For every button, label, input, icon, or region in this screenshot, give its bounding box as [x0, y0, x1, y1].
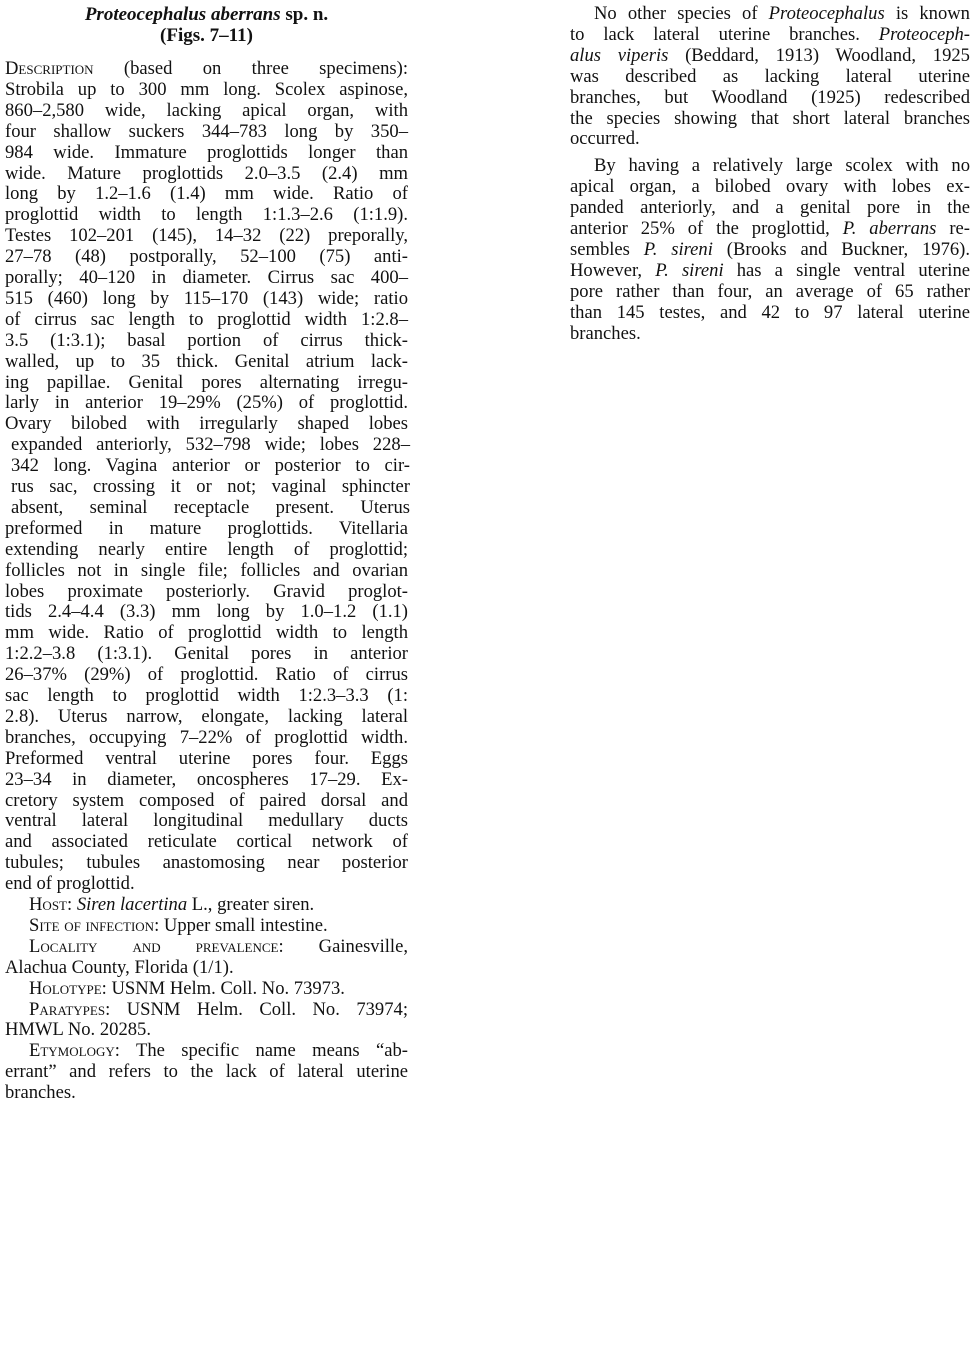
text-line: [5, 518, 408, 539]
text-line: [29, 894, 408, 915]
text-run: anterior 25% of the proglottid,: [570, 218, 843, 239]
text-run: and associated reticulate cortical network of: [5, 831, 408, 853]
text-line: [5, 372, 408, 393]
text-run: of cirrus sac length to proglottid width 1:2.8–: [5, 308, 408, 330]
text-run: ventral lateral longitudinal medullary ducts: [5, 810, 408, 832]
section-label: Holotype:: [29, 977, 107, 999]
text-run: ing papillae. Genital pores alternating irregu-: [5, 371, 408, 393]
text-run: branches.: [570, 322, 641, 344]
text-line: [29, 936, 408, 957]
text-line: [5, 873, 408, 894]
text-line: [11, 497, 410, 518]
text-run: 984 wide. Immature proglottids longer than: [5, 141, 408, 163]
text-line: [11, 455, 410, 476]
text-line: [570, 197, 970, 218]
text-run: cretory system composed of paired dorsal and: [5, 789, 408, 811]
text-run: The specific name means “ab-: [119, 1040, 408, 1062]
text-line: [5, 142, 408, 163]
text-run: 1:2.2–3.8 (1:3.1). Genital pores in anterior: [5, 643, 408, 665]
text-run: branches, but Woodland (1925) redescribed: [570, 86, 970, 108]
text-run: branches.: [5, 1082, 76, 1104]
text-line: [5, 288, 408, 309]
text-run: 515 (460) long by 115–170 (143) wide; ratio: [5, 287, 408, 309]
text-run: larly in anterior 19–29% (25%) of proglottid.: [5, 392, 408, 414]
text-run: Preformed ventral uterine pores four. Eggs: [5, 747, 408, 769]
text-run: Alachua County, Florida (1/1).: [5, 956, 234, 978]
text-line: [5, 1019, 408, 1040]
text-run: tids 2.4–4.4 (3.3) mm long by 1.0–1.2 (1.1): [5, 601, 408, 623]
text-line: [5, 539, 408, 560]
text-run: mm wide. Ratio of proglottid width to length: [5, 622, 408, 644]
section-label: Paratypes:: [29, 998, 111, 1020]
text-run: has a single ventral uterine: [723, 259, 971, 281]
text-run: Strobila up to 300 mm long. Scolex aspinose,: [5, 78, 408, 100]
text-run: the species showing that short lateral branches: [570, 107, 970, 129]
text-run: (based on three specimens):: [93, 58, 408, 79]
text-run: panded anteriorly, and a genital pore in the: [570, 197, 970, 219]
text-line: [5, 810, 408, 831]
text-line: [570, 176, 970, 197]
text-run: However,: [570, 259, 656, 281]
text-run: four shallow suckers 344–783 long by 350–: [5, 120, 408, 142]
text-line: [5, 622, 408, 643]
text-run: sembles: [570, 238, 644, 260]
text-run: pore rather than four, an average of 65 rather: [570, 280, 970, 302]
text-run: than 145 testes, and 42 to 97 lateral uterine: [570, 301, 970, 323]
text-run: sac length to proglottid width 1:2.3–3.3 (1:: [5, 685, 408, 706]
text-line: [5, 246, 408, 267]
text-line: [5, 706, 408, 727]
text-run: L., greater siren.: [187, 894, 315, 915]
text-run: follicles not in single file; follicles and ovarian: [5, 559, 408, 581]
text-run: 2.8). Uterus narrow, elongate, lacking lateral: [5, 705, 408, 727]
text-run: 860–2,580 wide, lacking apical organ, with: [5, 99, 408, 121]
italic-text: P. aberrans: [842, 218, 937, 239]
text-line: [5, 121, 408, 142]
text-run: rus sac, crossing it or not; vaginal sphincter: [11, 476, 410, 497]
text-run: porally; 40–120 in diameter. Cirrus sac 400–: [5, 267, 408, 288]
text-line: [5, 831, 408, 852]
text-line: [5, 852, 408, 873]
text-run: to lack lateral uterine branches.: [570, 23, 879, 45]
section-label: Etymology:: [29, 1040, 120, 1062]
text-line: [570, 108, 970, 129]
text-run: tubules; tubules anastomosing near posterior: [5, 852, 408, 874]
text-run: was described as lacking lateral uterine: [570, 65, 970, 87]
section-label: Site of infection:: [29, 914, 160, 936]
text-line: [5, 1082, 408, 1103]
italic-text: Proteocephalus: [768, 3, 885, 24]
section-label: Locality and prevalence:: [29, 935, 284, 957]
text-run: is known: [884, 3, 970, 24]
text-line: [5, 643, 408, 664]
section-label: Description: [5, 58, 94, 79]
text-line: [29, 915, 408, 936]
text-line: [570, 239, 970, 260]
text-line: [29, 999, 408, 1020]
text-run: USNM Helm. Coll. No. 73973.: [106, 977, 345, 999]
text-line: [5, 392, 408, 413]
italic-text: Proteocephalus aberrans: [84, 4, 281, 25]
text-run: extending nearly entire length of proglottid;: [5, 538, 408, 560]
italic-text: Siren lacertina: [76, 894, 188, 915]
section-label: Host:: [29, 894, 73, 915]
text-run: (Brooks and Buckner, 1976).: [712, 238, 971, 260]
text-run: apical organ, a bilobed ovary with lobes ex-: [570, 176, 970, 198]
text-line: [29, 978, 408, 999]
text-line: [5, 58, 408, 79]
text-run: absent, seminal receptacle present. Uterus: [11, 496, 410, 518]
text-line: [11, 476, 410, 497]
text-line: [594, 3, 970, 24]
text-line: [570, 66, 970, 87]
text-run: Ovary bilobed with irregularly shaped lobes: [5, 413, 408, 435]
text-line: [5, 1061, 408, 1082]
text-run: 27–78 (48) postporally, 52–100 (75) anti-: [5, 246, 408, 268]
text-line: [594, 155, 970, 176]
text-line: [570, 302, 970, 323]
text-run: Gainesville,: [283, 935, 409, 957]
text-line: [5, 204, 408, 225]
text-line: [5, 183, 408, 204]
text-line: [5, 685, 408, 706]
text-line: [570, 45, 970, 66]
italic-text: Proteoceph-: [878, 23, 970, 45]
text-line: [5, 957, 408, 978]
text-run: 342 long. Vagina anterior or posterior to cir-: [11, 455, 410, 477]
text-run: 3.5 (1:3.1); basal portion of cirrus thick-: [5, 329, 408, 351]
text-line: [5, 267, 408, 288]
text-run: By having a relatively large scolex with no: [594, 155, 970, 177]
text-run: walled, up to 35 thick. Genital atrium lack-: [5, 350, 408, 372]
text-line: [570, 128, 970, 149]
text-line: [5, 790, 408, 811]
text-run: Upper small intestine.: [159, 914, 328, 936]
text-line: [570, 260, 970, 281]
text-line: [5, 769, 408, 790]
text-line: [5, 163, 408, 184]
text-run: errant” and refers to the lack of lateral uterine: [5, 1061, 408, 1083]
italic-text: P. sireni: [655, 259, 724, 281]
text-line: [5, 601, 408, 622]
figure-reference: (Figs. 7–11): [160, 25, 253, 46]
text-line: [5, 581, 408, 602]
text-line: [5, 330, 408, 351]
text-line: [5, 225, 408, 246]
text-run: USNM Helm. Coll. No. 73974;: [110, 998, 408, 1020]
text-run: 23–34 in diameter, oncospheres 17–29. Ex-: [5, 768, 408, 790]
text-run: re-: [936, 218, 970, 239]
species-title: [5, 4, 408, 25]
text-run: sp. n.: [280, 4, 329, 25]
text-run: branches, occupying 7–22% of proglottid width.: [5, 726, 408, 748]
italic-text: alus viperis: [570, 44, 669, 66]
text-line: [5, 79, 408, 100]
text-line: [5, 560, 408, 581]
text-line: [5, 727, 408, 748]
text-line: [570, 281, 970, 302]
text-run: occurred.: [570, 128, 640, 150]
text-line: [5, 413, 408, 434]
text-run: long by 1.2–1.6 (1.4) mm wide. Ratio of: [5, 183, 408, 205]
text-run: preformed in mature proglottids. Vitellaria: [5, 517, 408, 539]
text-run: proglottid width to length 1:1.3–2.6 (1:1.9).: [5, 204, 408, 226]
text-run: 26–37% (29%) of proglottid. Ratio of cirrus: [5, 664, 408, 686]
text-line: [11, 434, 410, 455]
text-line: [570, 87, 970, 108]
text-run: HMWL No. 20285.: [5, 1019, 151, 1041]
italic-text: P. sireni: [643, 238, 713, 260]
text-run: expanded anteriorly, 532–798 wide; lobes 228–: [11, 434, 410, 456]
text-line: [5, 664, 408, 685]
text-line: [570, 24, 970, 45]
text-line: [5, 100, 408, 121]
text-line: [29, 1040, 408, 1061]
text-run: No other species of: [594, 3, 769, 24]
text-run: lobes proximate posteriorly. Gravid proglot-: [5, 580, 408, 602]
text-line: [570, 218, 970, 239]
text-run: (Beddard, 1913) Woodland, 1925: [668, 44, 970, 66]
text-run: end of proglottid.: [5, 873, 135, 895]
text-line: [5, 748, 408, 769]
text-run: Testes 102–201 (145), 14–32 (22) preporally,: [5, 225, 408, 247]
text-run: wide. Mature proglottids 2.0–3.5 (2.4) mm: [5, 162, 408, 184]
text-line: [5, 309, 408, 330]
text-line: [5, 351, 408, 372]
text-line: [570, 323, 970, 344]
